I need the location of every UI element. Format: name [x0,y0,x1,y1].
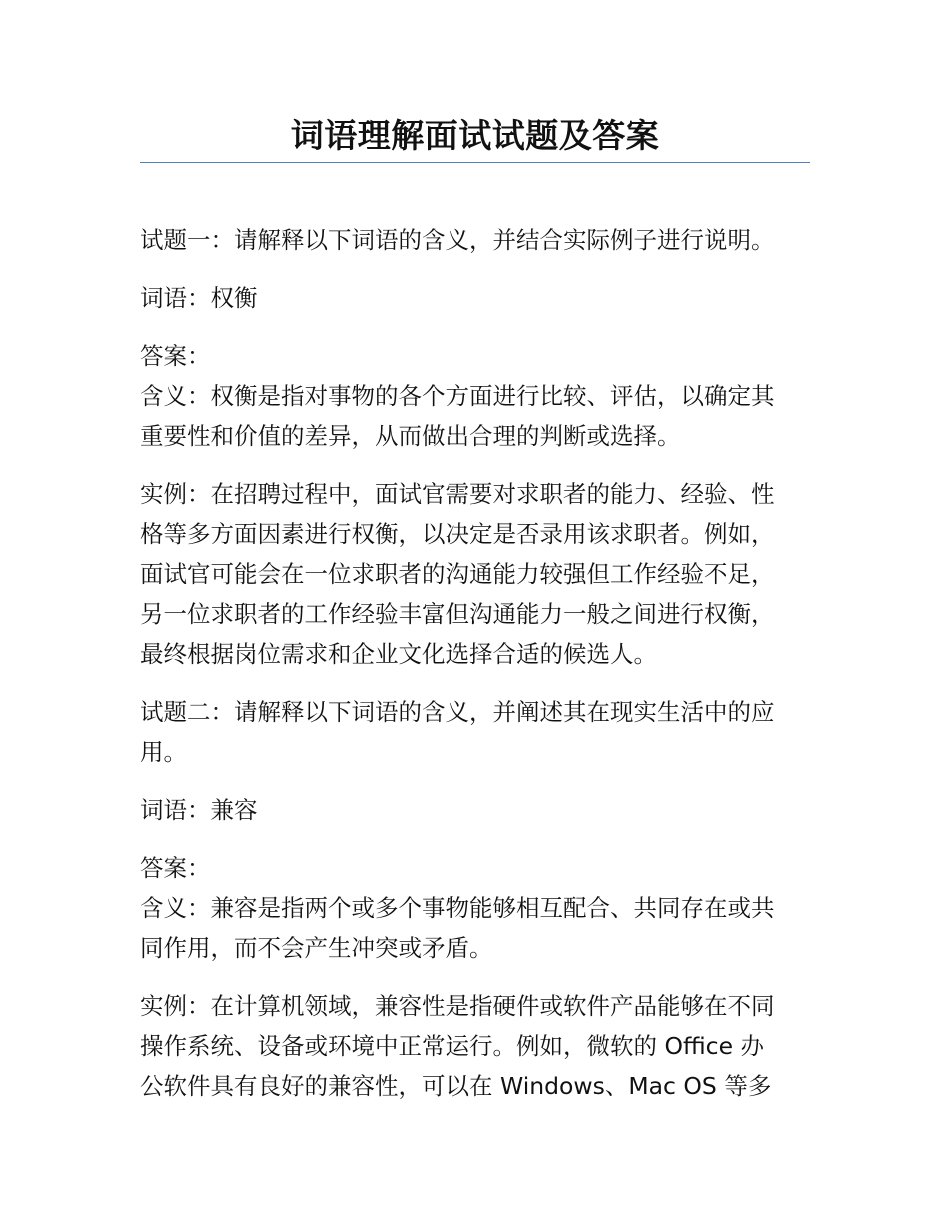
paragraph-term-2 [140,790,812,830]
text-line: 试题一：请解释以下词语的含义，并结合实际例子进行说明。 [140,226,775,254]
paragraph-example-2 [140,986,812,1106]
document-body [140,220,812,1124]
text-line: 试题二：请解释以下词语的含义，并阐述其在现实生活中的应 [140,698,775,726]
text-line: 含义：兼容是指两个或多个事物能够相互配合、共同存在或共 [140,894,775,922]
text-line: 另一位求职者的工作经验丰富但沟通能力一般之间进行权衡， [140,600,775,628]
paragraph-answer-1 [140,336,812,456]
text-line: 答案： [140,342,211,370]
text-line: 操作系统、设备或环境中正常运行。例如，微软的 Office 办 [140,1032,765,1060]
text-line: 实例：在计算机领域，兼容性是指硬件或软件产品能够在不同 [140,992,775,1020]
text-line: 同作用，而不会产生冲突或矛盾。 [140,934,493,962]
document-title: 词语理解面试试题及答案 [290,116,660,155]
text-line: 公软件具有良好的兼容性，可以在 Windows、Mac OS 等多 [140,1072,772,1100]
paragraph-question-1 [140,220,812,260]
paragraph-answer-2 [140,848,812,968]
text-line: 格等多方面因素进行权衡，以决定是否录用该求职者。例如， [140,520,775,548]
text-line: 最终根据岗位需求和企业文化选择合适的候选人。 [140,640,657,668]
paragraph-term-1 [140,278,812,318]
text-line: 实例：在招聘过程中，面试官需要对求职者的能力、经验、性 [140,480,775,508]
title-underline [140,162,810,163]
text-line: 含义：权衡是指对事物的各个方面进行比较、评估，以确定其 [140,382,775,410]
text-line: 答案： [140,854,211,882]
text-line: 词语：兼容 [140,796,258,824]
paragraph-example-1 [140,474,812,674]
text-line: 重要性和价值的差异，从而做出合理的判断或选择。 [140,422,681,450]
text-line: 用。 [140,738,187,766]
text-line: 面试官可能会在一位求职者的沟通能力较强但工作经验不足， [140,560,775,588]
text-line: 词语：权衡 [140,284,258,312]
paragraph-question-2 [140,692,812,772]
